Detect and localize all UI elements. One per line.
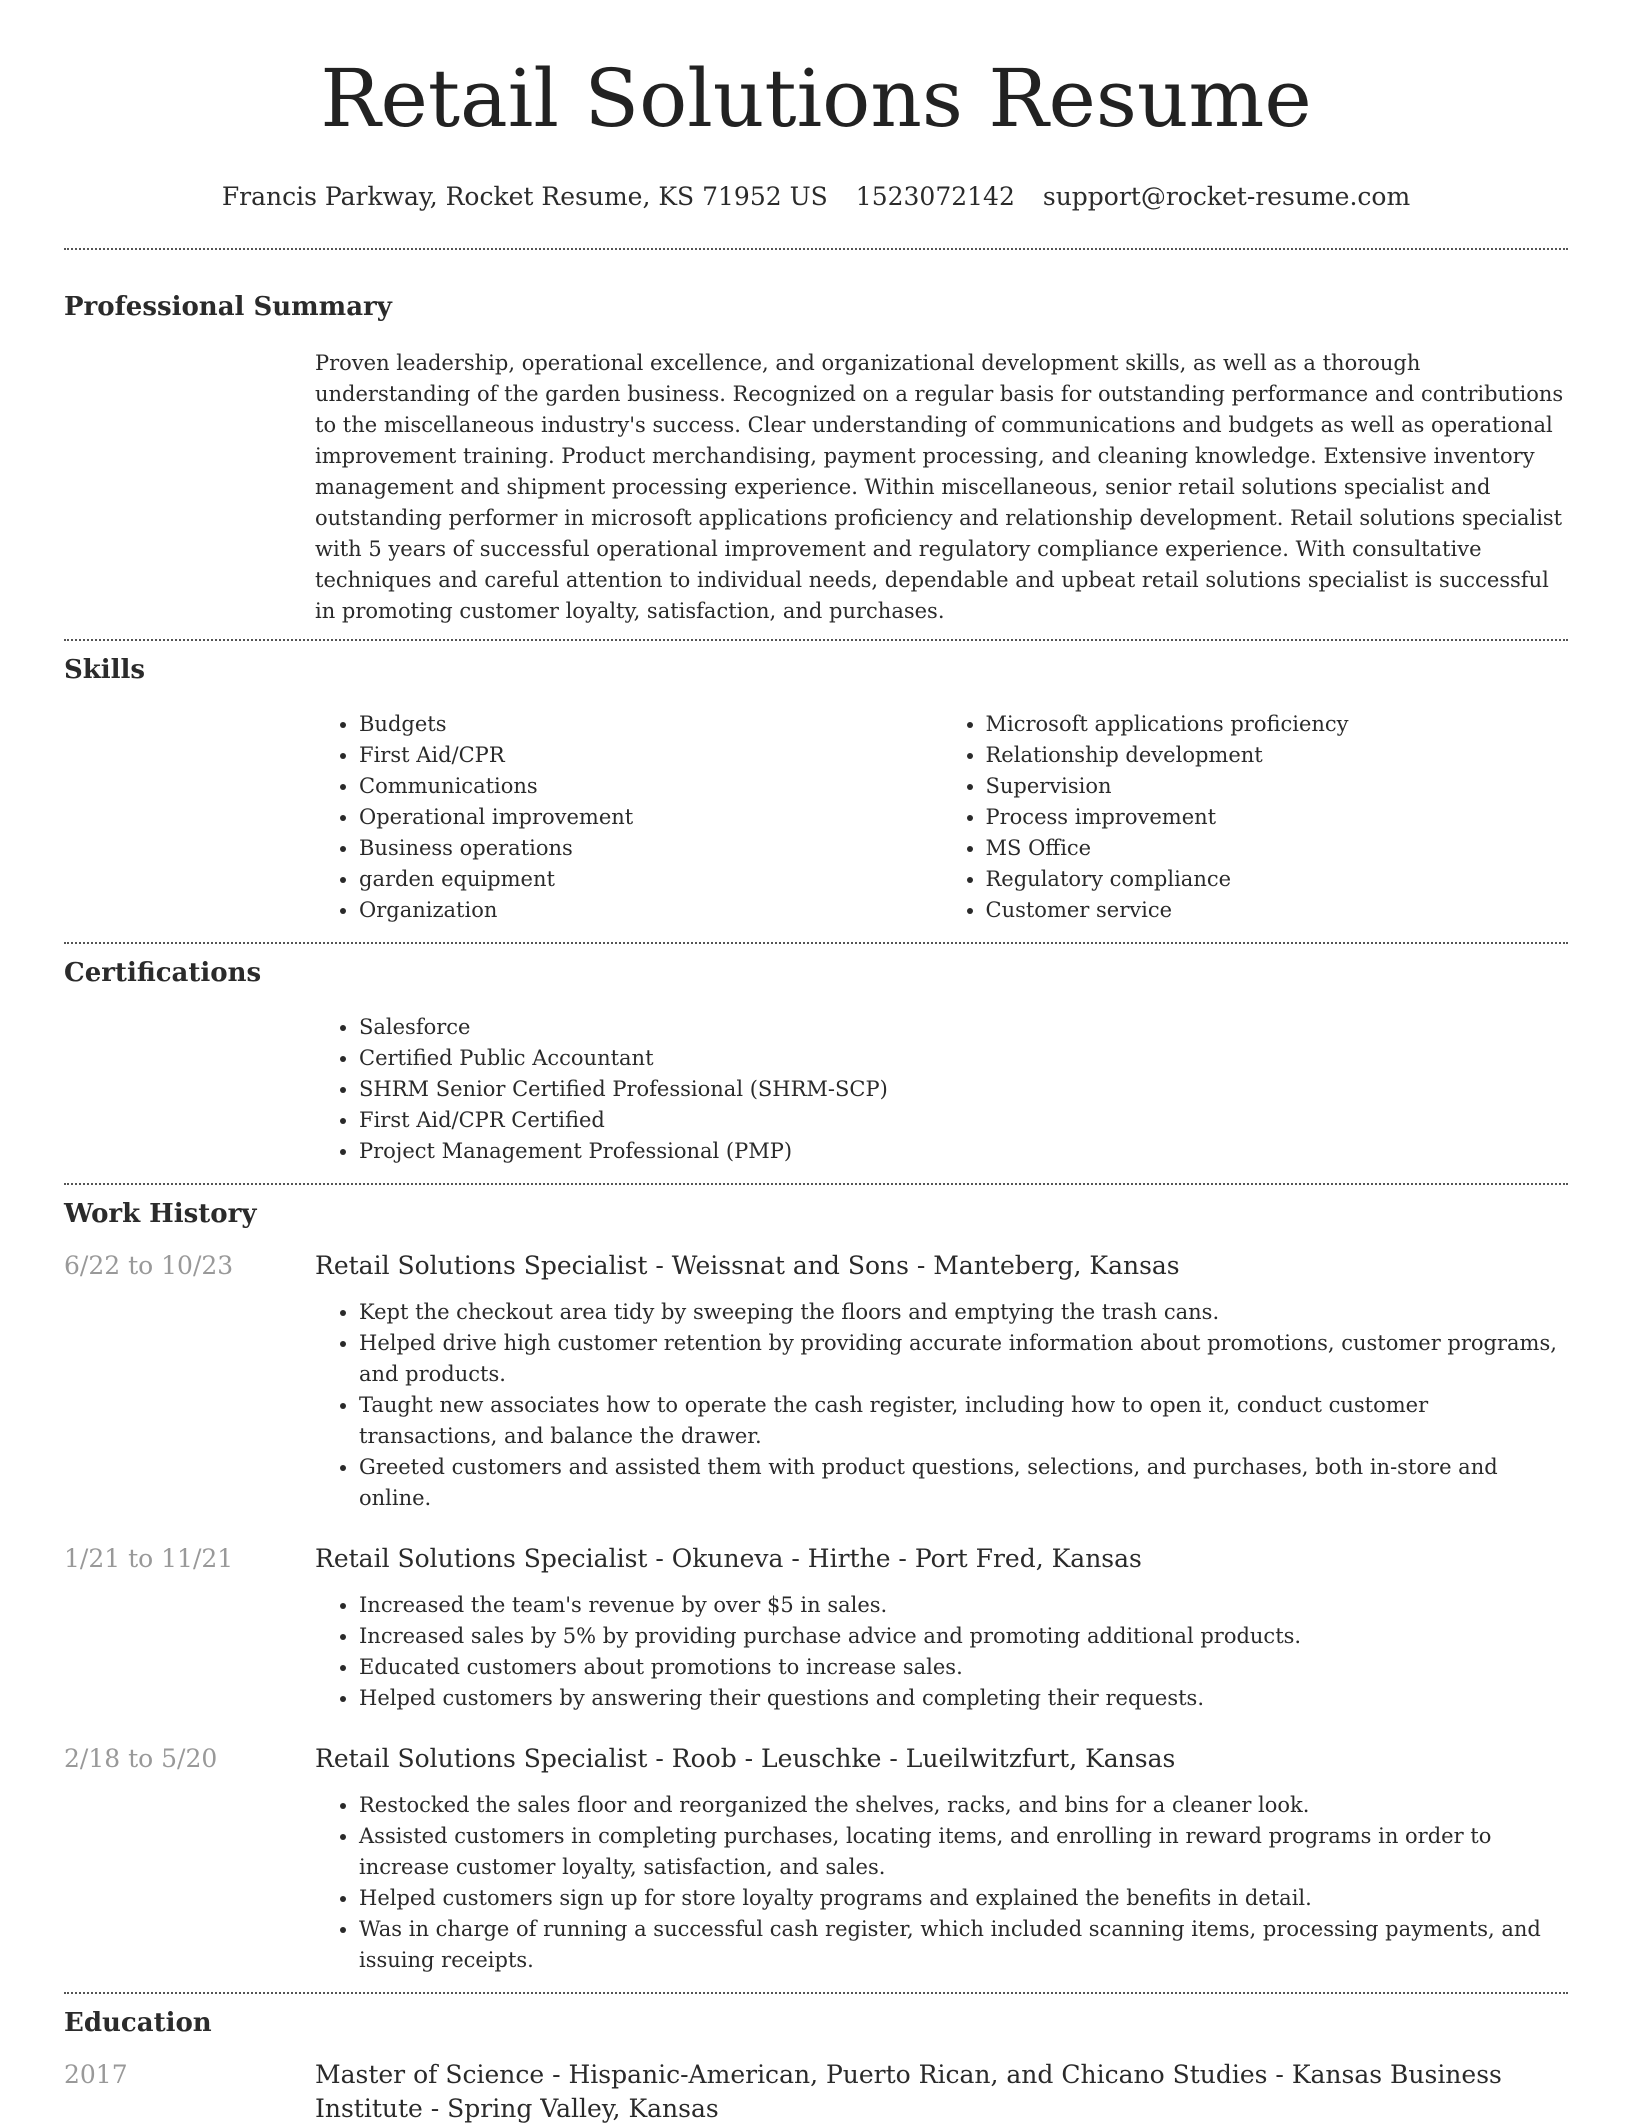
divider [64, 1183, 1568, 1185]
divider [64, 1992, 1568, 1994]
job-bullet: • Restocked the sales floor and reorganized the shelves, racks, and bins for a cleaner look. [359, 1790, 1568, 1821]
certification-item: • First Aid/CPR Certified [359, 1105, 1568, 1136]
job-entry [64, 1249, 1568, 1514]
job-header [64, 1542, 1568, 1576]
job-bullet: • Kept the checkout area tidy by sweeping the floors and emptying the trash cans. [359, 1297, 1568, 1328]
job-bullet: • Greeted customers and assisted them with product questions, selections, and purchases, both in-store and online. [359, 1452, 1568, 1514]
job-dates: 2/18 to 5/20 [64, 1744, 218, 1773]
job-header [64, 1742, 1568, 1776]
job-entry [64, 1742, 1568, 1976]
education-entry [64, 2058, 1568, 2126]
job-title: Retail Solutions Specialist - Okuneva - Hirthe - Port Fred, Kansas [315, 1544, 1142, 1573]
resume-page [64, 0, 1568, 2126]
job-entry [64, 1542, 1568, 1714]
certifications-list [315, 1012, 1568, 1167]
summary-text: Proven leadership, operational excellence, and organizational development skills, as well as a thorough understanding of the garden business. Recognized on a regular basis for outstanding performance and contributions to the miscellaneous industry's success. Clear understanding of communications and budgets as well as operational improvement training. Product merchandising, payment processing, and cleaning knowledge. Extensive inventory management and shipment processing experience. Within miscellaneous, senior retail solutions specialist and outstanding performer in microsoft applications proficiency and relationship development. Retail solutions specialist with 5 years of successful operational improvement and regulatory compliance experience. With consultative techniques and careful attention to individual needs, dependable and upbeat retail solutions specialist is successful in promoting customer loyalty, satisfaction, and purchases. [315, 351, 1564, 623]
phone: 1523072142 [855, 182, 1015, 211]
job-bullet: • Educated customers about promotions to increase sales. [359, 1652, 1568, 1683]
job-bullet: • Increased sales by 5% by providing purchase advice and promoting additional products. [359, 1621, 1568, 1652]
job-title: Retail Solutions Specialist - Roob - Leuschke - Lueilwitzfurt, Kansas [315, 1744, 1176, 1773]
certifications-block [315, 1012, 1568, 1167]
job-bullet: • Taught new associates how to operate the cash register, including how to open it, conduct customer transactions, and balance the drawer. [359, 1390, 1568, 1452]
certification-item: • Certified Public Accountant [359, 1043, 1568, 1074]
section-heading-summary: Professional Summary [64, 292, 392, 322]
certification-item: • SHRM Senior Certified Professional (SHRM-SCP) [359, 1074, 1568, 1105]
contact-line [64, 180, 1568, 214]
section-heading-education: Education [64, 2008, 212, 2038]
job-bullet: • Increased the team's revenue by over $5 in sales. [359, 1590, 1568, 1621]
job-title: Retail Solutions Specialist - Weissnat and Sons - Manteberg, Kansas [315, 1251, 1180, 1280]
section-heading-skills: Skills [64, 655, 146, 685]
skill-item: • garden equipment [359, 864, 942, 895]
skills-columns [315, 709, 1568, 926]
email: support@rocket-resume.com [1042, 182, 1411, 211]
divider [64, 639, 1568, 641]
job-bullet: • Assisted customers in completing purchases, locating items, and enrolling in reward programs in order to increase customer loyalty, satisfaction, and sales. [359, 1821, 1568, 1883]
job-bullet: • Was in charge of running a successful cash register, which included scanning items, processing payments, and issuing receipts. [359, 1914, 1568, 1976]
education-title: Master of Science - Hispanic-American, Puerto Rican, and Chicano Studies - Kansas Business Institute - Spring Valley, Kansas [315, 2060, 1502, 2123]
certification-item: • Project Management Professional (PMP) [359, 1136, 1568, 1167]
skill-item: • Supervision [986, 771, 1569, 802]
section-heading-work: Work History [64, 1199, 257, 1229]
skills-list-left [315, 709, 942, 926]
skill-item: • Budgets [359, 709, 942, 740]
skill-item: • Customer service [986, 895, 1569, 926]
divider [64, 248, 1568, 250]
job-dates: 1/21 to 11/21 [64, 1544, 234, 1573]
skill-item: • Regulatory compliance [986, 864, 1569, 895]
job-bullet: • Helped customers sign up for store loyalty programs and explained the benefits in detail. [359, 1883, 1568, 1914]
job-bullets [315, 1790, 1568, 1976]
skill-item: • MS Office [986, 833, 1569, 864]
skill-item: • Relationship development [986, 740, 1569, 771]
skill-item: • Operational improvement [359, 802, 942, 833]
education-year: 2017 [64, 2060, 128, 2089]
job-bullets [315, 1590, 1568, 1714]
job-bullet: • Helped customers by answering their questions and completing their requests. [359, 1683, 1568, 1714]
skills-list-right [942, 709, 1569, 926]
certification-item: • Salesforce [359, 1012, 1568, 1043]
skill-item: • Microsoft applications proficiency [986, 709, 1569, 740]
skill-item: • First Aid/CPR [359, 740, 942, 771]
job-bullet: • Helped drive high customer retention by providing accurate information about promotions, customer programs, and products. [359, 1328, 1568, 1390]
resume-title: Retail Solutions Resume [320, 52, 1312, 145]
skill-item: • Organization [359, 895, 942, 926]
address: Francis Parkway, Rocket Resume, KS 71952 US [221, 182, 828, 211]
skill-item: • Business operations [359, 833, 942, 864]
job-dates: 6/22 to 10/23 [64, 1251, 234, 1280]
divider [64, 942, 1568, 944]
job-header [64, 1249, 1568, 1283]
job-bullets [315, 1297, 1568, 1514]
skill-item: • Communications [359, 771, 942, 802]
skill-item: • Process improvement [986, 802, 1569, 833]
section-heading-certifications: Certifications [64, 958, 262, 988]
